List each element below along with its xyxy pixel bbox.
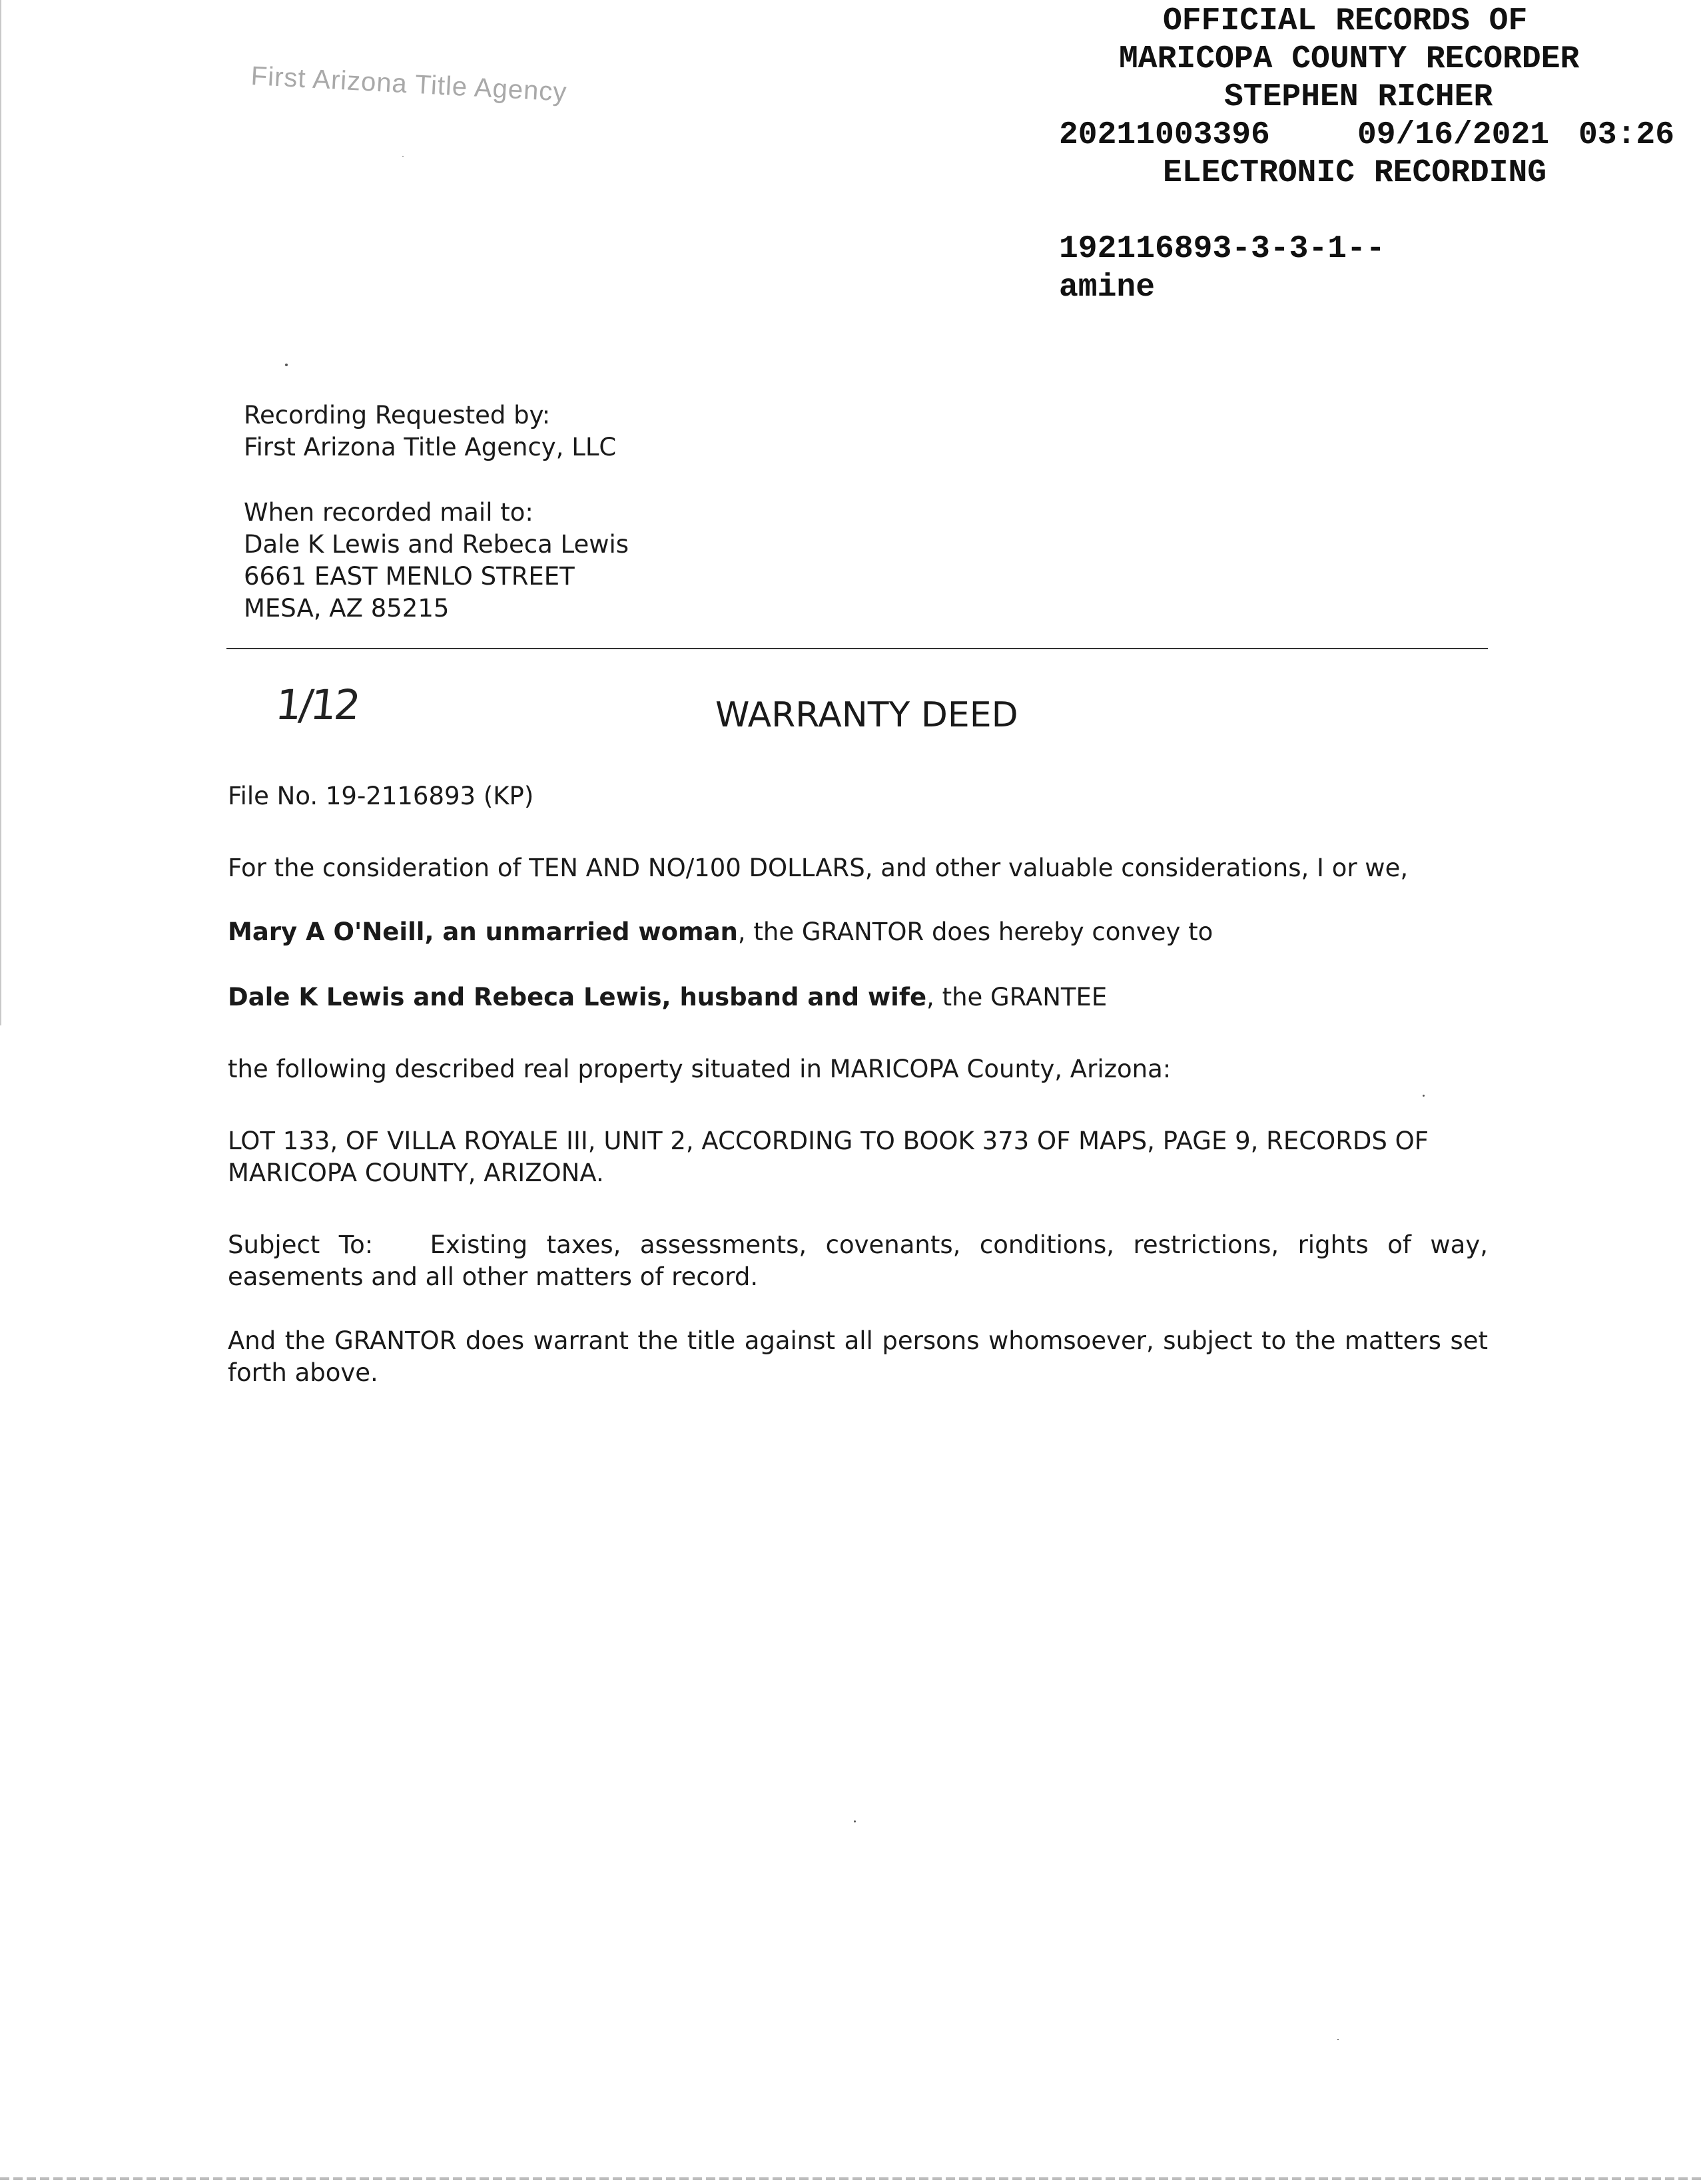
grantor-clause [228,916,1488,948]
warranty-clause: And the GRANTOR does warrant the title against all persons whomsoever, subject to the matters set forth above. [228,1326,1488,1387]
mail-to-name: Dale K Lewis and Rebeca Lewis [244,530,629,559]
legal-description [228,1125,1488,1189]
recording-type: ELECTRONIC RECORDING [1163,155,1547,191]
speck [402,156,404,157]
grantee-suffix: , the GRANTEE [926,983,1108,1011]
operator-id: amine [1059,270,1156,306]
scan-edge-bottom [0,2177,1705,2180]
consideration-clause: For the consideration of TEN AND NO/100 DOLLARS, and other valuable considerations, I or we, [228,854,1409,882]
mail-to-street: 6661 EAST MENLO STREET [244,562,575,591]
speck [285,364,288,366]
speck [1337,2039,1339,2040]
legal-description-line-1: LOT 133, OF VILLA ROYALE III, UNIT 2, ACCORDING TO BOOK 373 OF MAPS, PAGE 9, RECORDS OF [228,1127,1429,1155]
subject-to-label: Subject To: [228,1230,374,1259]
scan-edge-left [0,0,1,1025]
grantor-suffix: , the GRANTOR does hereby convey to [737,918,1213,946]
record-number: 20211003396 [1059,117,1270,153]
document-title: WARRANTY DEED [715,695,1018,735]
subject-to-clause [228,1229,1488,1293]
file-number: File No. 19-2116893 (KP) [228,782,534,810]
recording-requested-name: First Arizona Title Agency, LLC [244,433,617,461]
agency-stamp: First Arizona Title Agency [250,61,568,107]
handwritten-note: 1/12 [273,681,361,729]
record-date: 09/16/2021 [1357,117,1550,153]
legal-description-line-2: MARICOPA COUNTY, ARIZONA. [228,1159,604,1187]
grantee-name: Dale K Lewis and Rebeca Lewis, husband and wife [228,983,927,1011]
mail-to-city: MESA, AZ 85215 [244,594,450,623]
mail-to-label: When recorded mail to: [244,498,533,527]
speck [1423,1095,1425,1097]
recorder-line-1: OFFICIAL RECORDS OF [1163,3,1528,39]
recorder-line-2: MARICOPA COUNTY RECORDER [1119,41,1580,77]
property-intro: the following described real property situated in MARICOPA County, Arizona: [228,1055,1172,1083]
recording-requested-label: Recording Requested by: [244,401,551,429]
header-divider [226,648,1488,649]
record-time: 03:26 [1578,117,1675,153]
speck [854,1820,856,1822]
subject-to-text: Existing taxes, assessments, covenants, conditions, restrictions, rights of way, easements and all other matters of record. [228,1230,1488,1291]
grantor-name: Mary A O'Neill, an unmarried woman [228,918,738,946]
reference-id: 192116893-3-3-1-- [1059,231,1385,267]
grantee-clause [228,981,1488,1013]
recorder-line-3: STEPHEN RICHER [1224,79,1493,115]
